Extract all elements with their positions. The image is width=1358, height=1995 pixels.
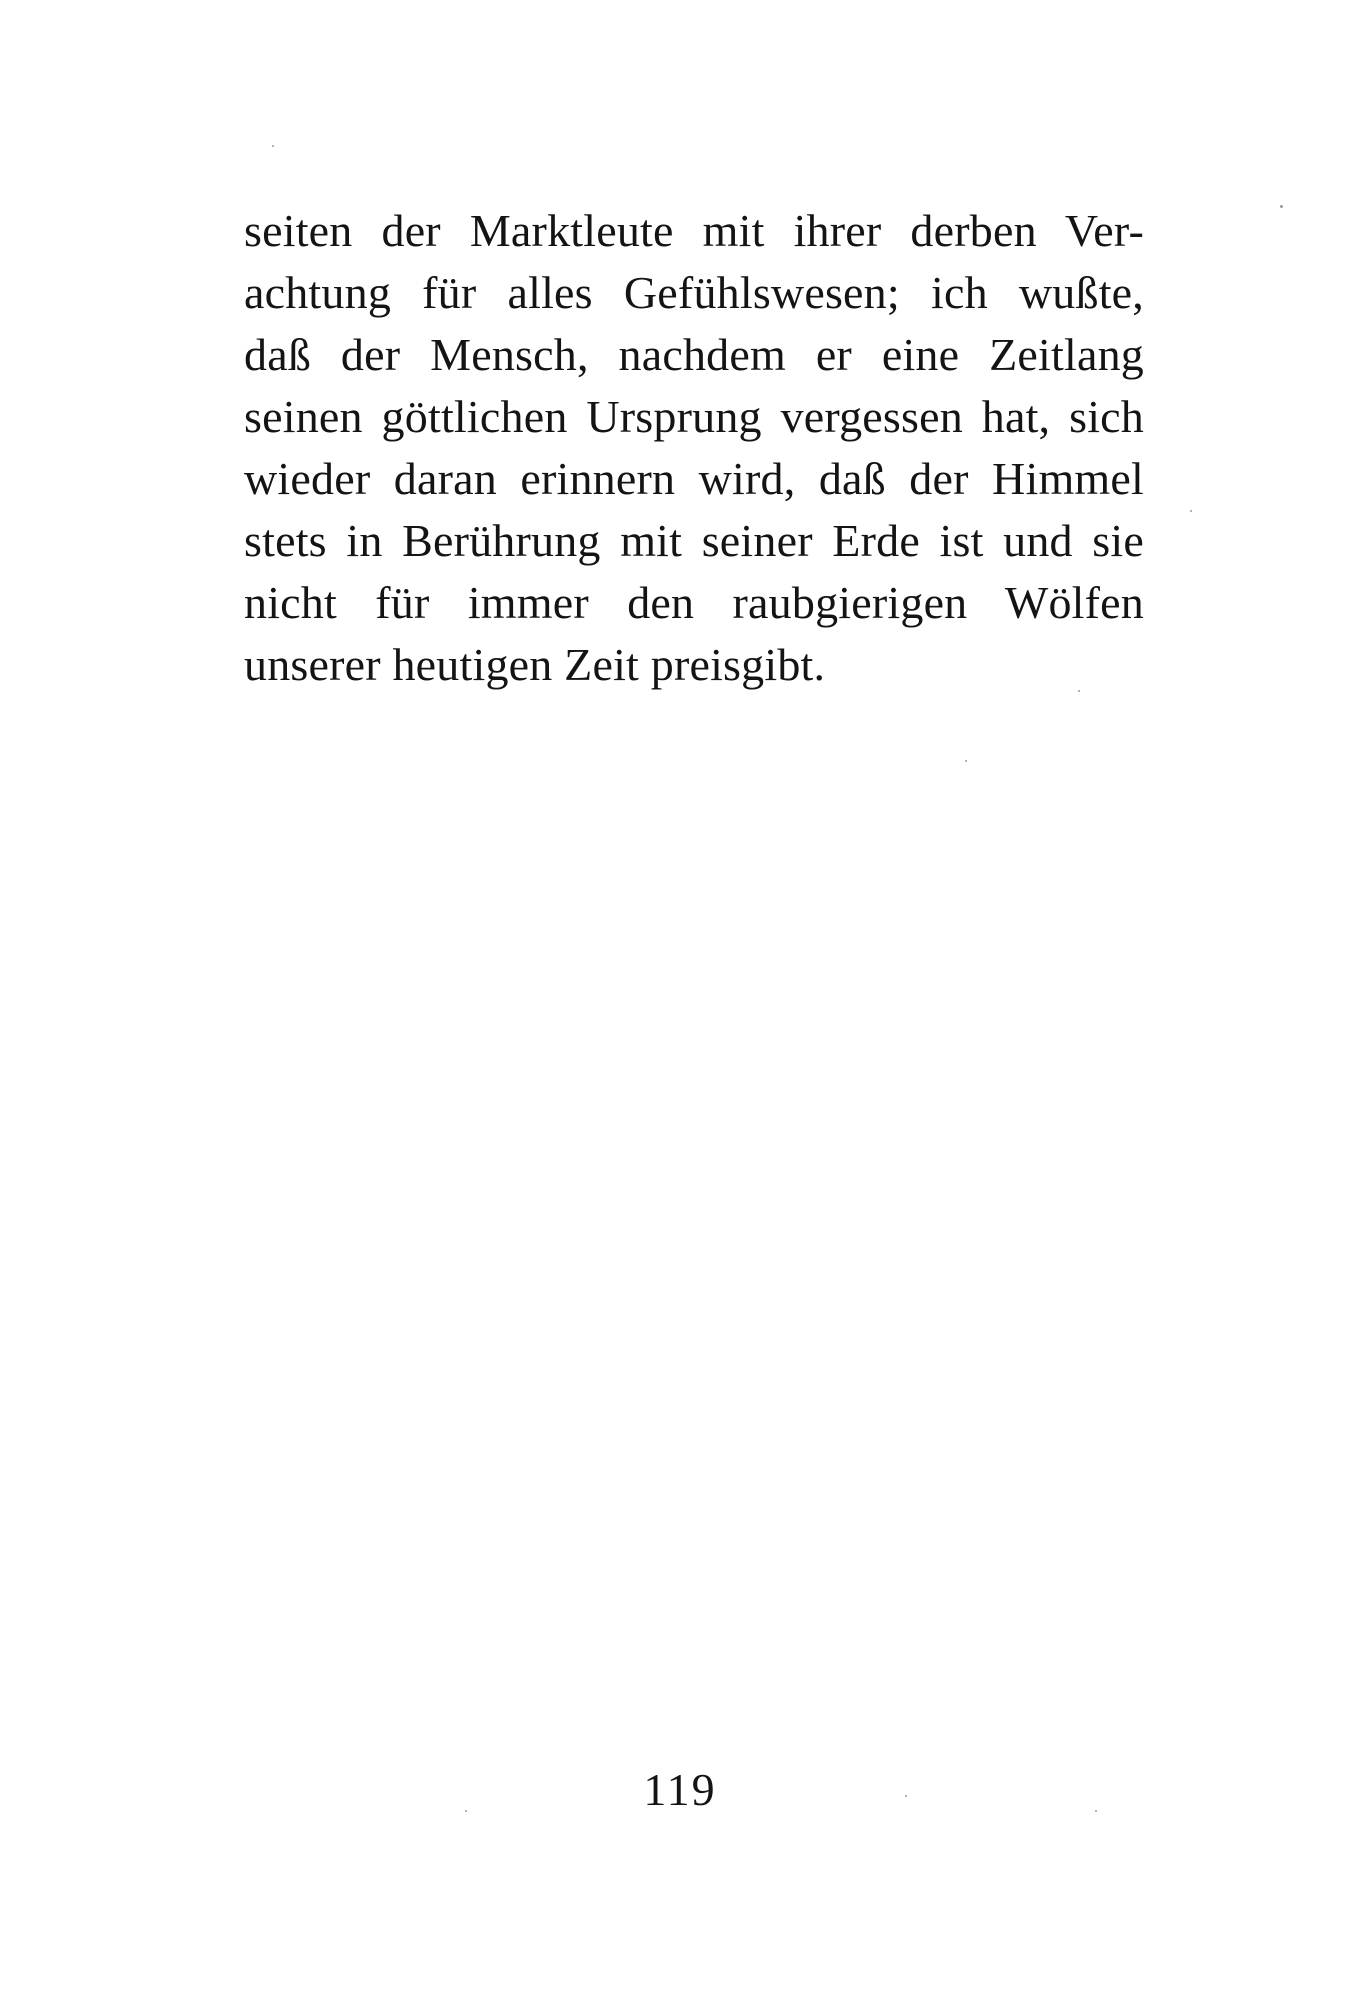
text-line-2: achtung für alles Gefühlswesen; ich wußte,: [244, 267, 1144, 318]
page-number: 119: [643, 1764, 717, 1815]
scan-speck: [465, 1810, 467, 1812]
scan-speck: [965, 760, 967, 762]
scan-speck: [1280, 205, 1283, 208]
text-line-7: nicht für immer den raubgierigen Wölfen: [244, 577, 1144, 628]
scan-speck: [905, 1795, 907, 1797]
scan-speck: [1095, 1810, 1097, 1812]
text-line-4: seinen göttlichen Ursprung vergessen hat, sich: [244, 391, 1144, 442]
text-line-6: stets in Berührung mit seiner Erde ist und sie: [244, 515, 1144, 566]
text-line-1: seiten der Marktleute mit ihrer derben Ver-: [244, 205, 1144, 256]
scan-speck: [272, 145, 274, 147]
text-line-8: unserer heutigen Zeit preisgibt.: [244, 639, 826, 690]
body-paragraph: [244, 200, 1144, 696]
scan-speck: [1190, 510, 1192, 512]
scan-speck: [1078, 690, 1080, 692]
text-line-5: wieder daran erinnern wird, daß der Himmel: [244, 453, 1144, 504]
text-line-3: daß der Mensch, nachdem er eine Zeitlang: [244, 329, 1144, 380]
